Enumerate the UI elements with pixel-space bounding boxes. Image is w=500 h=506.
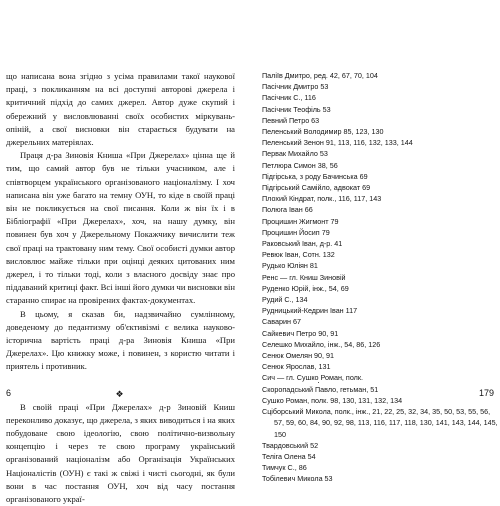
index-entry: Селешко Михайло, інж., 54, 86, 126 [262,339,381,349]
index-entry: Сушко Роман, полк. 98, 130, 131, 132, 134 [262,395,403,405]
index-entry: Ревюк Іван, Сотн. 132 [262,250,335,260]
index-entry: Рудницький-Кедрин Іван 117 [262,306,358,316]
index-entry: Сайкевич Петро 90, 91 [262,328,339,338]
index-entry: Сціборський Микола, полк., інж., 21, 22, 25, 32, 34, 35, 50, 53, 55, 56, 57, 59, 60, 84, 90, 92, 98, 113, 116, 117, 118, 130, 141, 143, 144, 145, 150 [262,407,498,439]
paragraph-1: що написана вона згідно з усіма правилами такої наукової праці, з покликанням на всі доступні авторові джерела і критичний підхід до самих джерел. Автор дуже скупий і обережний у висловлюванні своїх особистих міркувань-опіній, а свої висновки він старається будувати на джерельних матеріялах. [6,71,235,148]
index-entry: Раковський Іван, д-р. 41 [262,239,343,249]
print-speck [318,382,319,383]
index-entry: Підгірський Самійло, адвокат 69 [262,183,371,193]
index-entry: Процишин Йосип 79 [262,227,330,237]
left-page-text [6,70,235,506]
name-index [262,70,500,485]
index-entry: Пасічник Дмитро 53 [262,82,329,92]
index-entry: Полюга Іван 66 [262,205,313,215]
index-entry: Первак Михайло 53 [262,149,328,159]
index-entry: Тимчук С., 86 [262,463,307,473]
paragraph-3: В цьому, я сказав би, надзвичайно сумлінному, доведеному до педантизму об'єктивізмі є велика науково-історична вартість праці д-ра Зиновія Книша «При Джерелах». Цю книжку може, і повинен, з користю читати і приятель і противник. [6,308,235,372]
index-entry: Ренс — гл. Книш Зиновій [262,272,346,282]
paragraph-4: В своїй праці «При Джерелах» д-р Зиновій Книш переконливо доказує, що джерела, з яких виводиться і на яких побудоване свою ідеологію, свою політично-визвольну концепцію і через те свою програму український організований націоналізм або Організація Українських Націоналістів (ОУН) є такі ж свіжі і чисті сьогодні, як були вони в час постання ОУН, хоч від часу постання організованого украї- [6,401,235,505]
index-entry: Підгірська, з роду Бачинська 69 [262,171,368,181]
index-entry: Саварин 67 [262,317,301,327]
index-entry: Сич — гл. Сушко Роман, полк. [262,373,363,383]
index-entry: Рудько Юліян 81 [262,261,318,271]
index-entry: Петлюра Симон 38, 56 [262,160,338,170]
left-page-number: 6 [6,388,12,398]
left-page [0,0,250,505]
right-page [250,0,500,500]
index-entry: Певний Петро 63 [262,115,320,125]
index-entry: Рудий С., 134 [262,295,308,305]
index-entry: Твардовський 52 [262,440,319,450]
index-entry: Пасічник С., 116 [262,93,316,103]
index-entry: Паліїв Дмитро, ред. 42, 67, 70, 104 [262,71,378,80]
section-separator-ornament: ❖ [115,388,126,399]
index-entry: Сенюк Ярослав, 131 [262,362,331,372]
index-entry: Сенюк Омелян 90, 91 [262,351,335,361]
paragraph-2: Праця д-ра Зиновія Книша «При Джерелах» цінна ще й тим, що самий автор був не тільки учасником, але і співтворцем українського організованого націоналізму. І хоч написана він уже багато на темну ОУН, то кіде в своїй праці він не покликується на свої писання. Коли ж він їх і в Бібліографії «При Джерелах», хоч, на нашу думку, він повинен був хоч у Джерельному Покажчику вичислити теж свої праці на трактовану ним тему. Свої особисті думки автор висловлює майже тільки при оцінці деяких цитованих ним джерел, і то тільки тоді, коли з власного досвіду знає про піддаваний критиці факт. Всі інші його думки чи висновки він старанно спирає на провірених фактах-документах. [6,150,235,306]
index-entry: Процишин Жигмонт 79 [262,216,339,226]
index-entry: Плохий Кіндрат, полк., 116, 117, 143 [262,194,382,204]
index-entry: Теліга Олена 54 [262,451,316,461]
index-entry: Пеленський Зенон 91, 113, 116, 132, 133, 144 [262,138,413,148]
index-entry: Тобілевич Микола 53 [262,474,333,484]
index-entry: Скоропадський Павло, гетьман, 51 [262,384,379,394]
right-page-number: 179 [478,388,494,398]
index-entry: Пеленський Володимир 85, 123, 130 [262,127,384,137]
index-entry: Пасічник Теофіль 53 [262,104,331,114]
index-entry: Руденко Юрій, інж., 54, 69 [262,283,349,293]
